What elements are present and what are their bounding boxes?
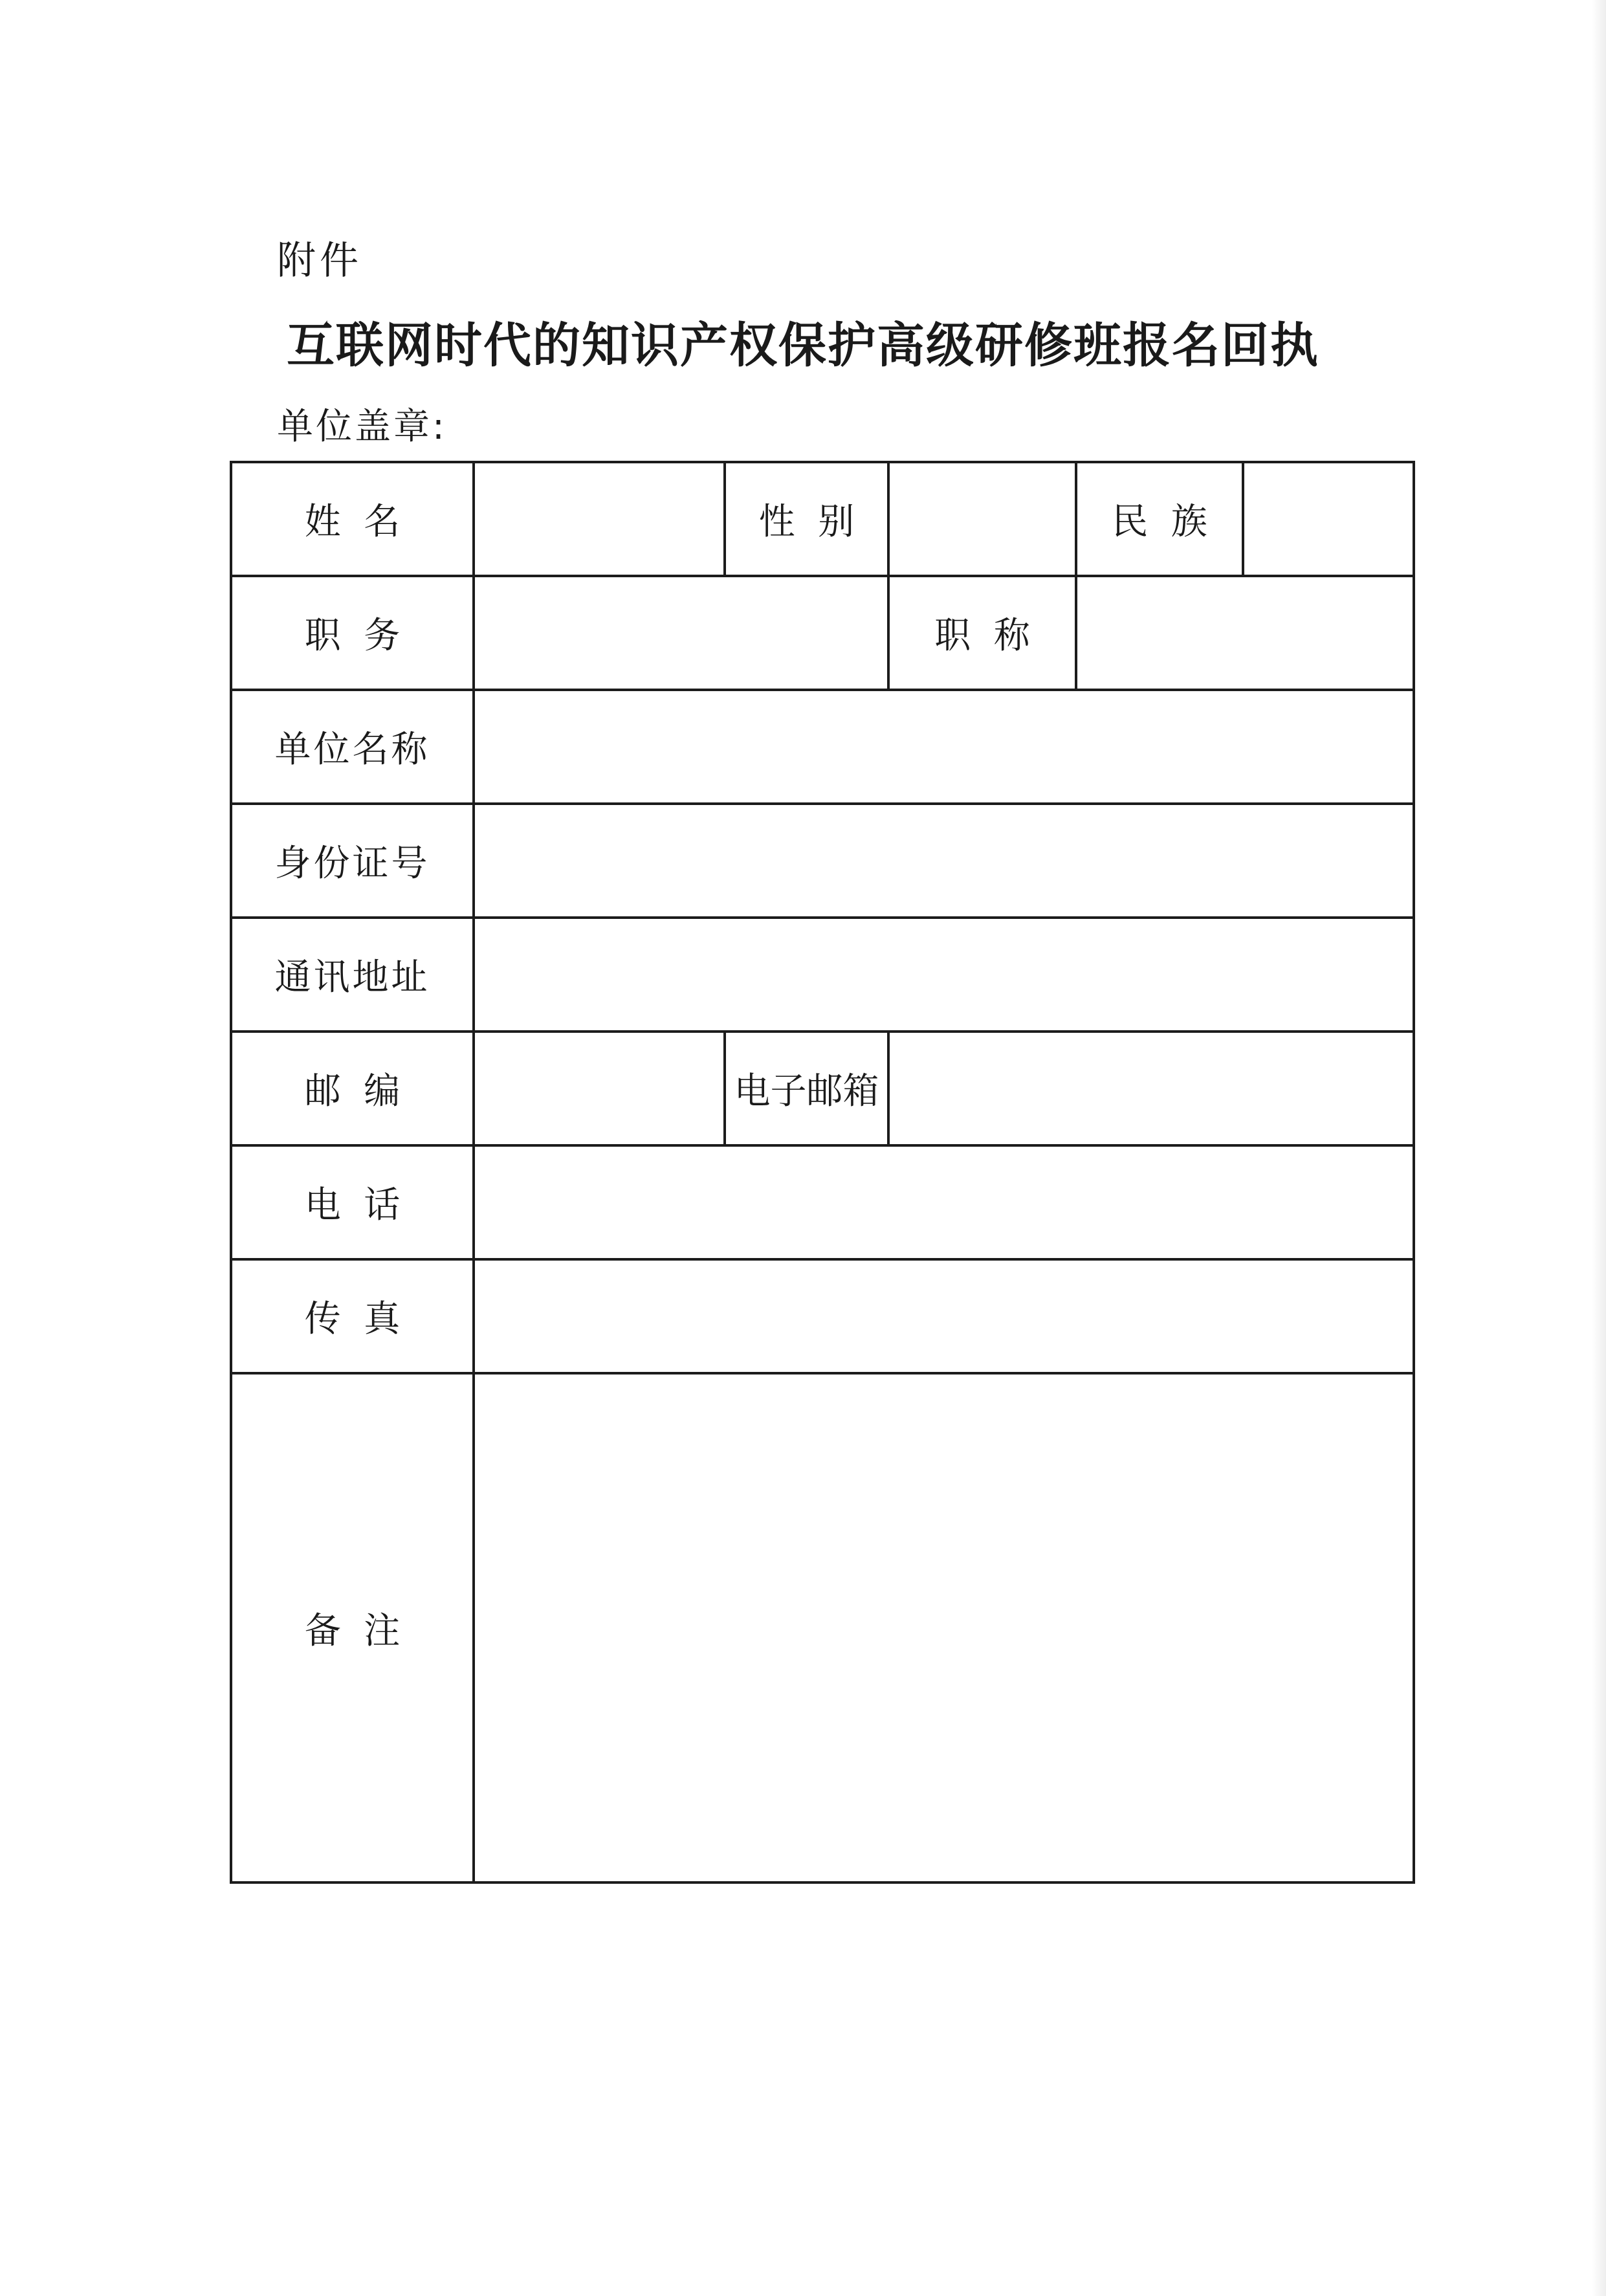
gender-label: 性 别 bbox=[758, 501, 855, 543]
form-row-remarks bbox=[231, 1373, 1414, 1882]
form-row-postcode bbox=[231, 1032, 1414, 1145]
fax-field[interactable] bbox=[474, 1259, 1414, 1373]
name-label: 姓 名 bbox=[304, 501, 401, 543]
email-label: 电子邮箱 bbox=[734, 1070, 879, 1112]
email-field[interactable] bbox=[888, 1032, 1414, 1145]
name-label-cell bbox=[231, 462, 474, 576]
form-row-phone bbox=[231, 1145, 1414, 1259]
address-label: 通讯地址 bbox=[274, 956, 430, 999]
gender-label-cell bbox=[725, 462, 888, 576]
remarks-label: 备 注 bbox=[304, 1609, 401, 1652]
postcode-label: 邮 编 bbox=[304, 1070, 401, 1112]
id-number-label-cell bbox=[231, 804, 474, 918]
phone-label-cell bbox=[231, 1145, 474, 1259]
remarks-label-cell bbox=[231, 1373, 474, 1882]
title-rank-field[interactable] bbox=[1076, 576, 1414, 690]
form-row-address bbox=[231, 918, 1414, 1032]
name-field[interactable] bbox=[474, 462, 725, 576]
position-field[interactable] bbox=[474, 576, 888, 690]
id-number-field[interactable] bbox=[474, 804, 1414, 918]
form-row-position bbox=[231, 576, 1414, 690]
title-rank-label-cell bbox=[888, 576, 1076, 690]
postcode-field[interactable] bbox=[474, 1032, 725, 1145]
position-label-cell bbox=[231, 576, 474, 690]
address-field[interactable] bbox=[474, 918, 1414, 1032]
position-label: 职 务 bbox=[304, 615, 401, 657]
registration-form-table bbox=[230, 461, 1415, 1884]
form-row-organization bbox=[231, 690, 1414, 804]
fax-label: 传 真 bbox=[304, 1298, 401, 1340]
remarks-field[interactable] bbox=[474, 1373, 1414, 1882]
seal-label: 单位盖章: bbox=[277, 406, 447, 448]
form-row-fax bbox=[231, 1259, 1414, 1373]
attachment-label: 附件 bbox=[277, 238, 362, 283]
organization-label-cell bbox=[231, 690, 474, 804]
form-row-id-number bbox=[231, 804, 1414, 918]
organization-field[interactable] bbox=[474, 690, 1414, 804]
id-number-label: 身份证号 bbox=[274, 843, 430, 885]
organization-label: 单位名称 bbox=[274, 729, 430, 771]
address-label-cell bbox=[231, 918, 474, 1032]
form-row-name bbox=[231, 462, 1414, 576]
fax-label-cell bbox=[231, 1259, 474, 1373]
ethnicity-field[interactable] bbox=[1243, 462, 1414, 576]
ethnicity-label-cell bbox=[1076, 462, 1243, 576]
postcode-label-cell bbox=[231, 1032, 474, 1145]
email-label-cell bbox=[725, 1032, 888, 1145]
gender-field[interactable] bbox=[888, 462, 1076, 576]
document-title: 互联网时代的知识产权保护高级研修班报名回执 bbox=[287, 318, 1319, 373]
phone-label: 电 话 bbox=[304, 1184, 401, 1226]
phone-field[interactable] bbox=[474, 1145, 1414, 1259]
ethnicity-label: 民 族 bbox=[1112, 501, 1207, 543]
title-rank-label: 职 称 bbox=[934, 615, 1030, 657]
